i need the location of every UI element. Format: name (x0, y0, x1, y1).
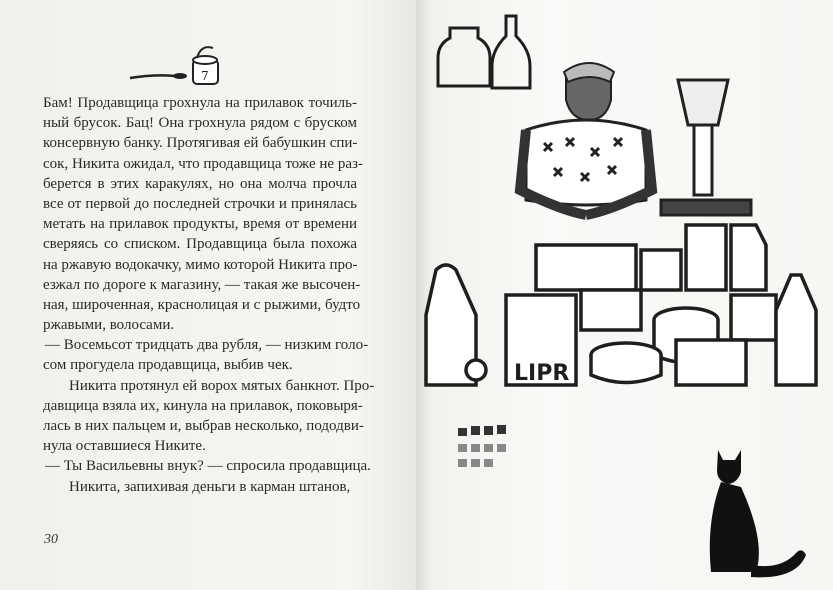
text-line: — Восемьсот тридцать два рубля, — низким голо- (45, 337, 369, 354)
spoon-and-can-illustration (125, 40, 225, 90)
text-line: давщица взяла их, кинула на прилавок, поковыря- (43, 397, 363, 414)
text-line: на ржавую водокачку, мимо которой Никита про- (43, 256, 358, 273)
right-page-illustration (416, 0, 833, 590)
scale-icon (661, 80, 751, 215)
squares-icon (458, 425, 506, 467)
jars-icon (438, 16, 530, 88)
page-number: 30 (44, 532, 58, 547)
text-line: ная, широченная, краснолицая и с рыжими, будто (43, 296, 361, 313)
text-line: Никита протянул ей ворох мятых банкнот. Про- (69, 377, 375, 394)
body-text (43, 93, 375, 497)
text-line: берется в этих каракулях, но она молча прочла (43, 175, 357, 192)
text-line: Никита, запихивая деньги в карман штанов, (69, 478, 351, 495)
text-line: лась в них пальцем и, выбрав несколько, пододви- (43, 418, 364, 434)
shopkeeper-figure (520, 63, 652, 215)
text-line: Бам! Продавщица грохнула на прилавок точиль- (43, 95, 357, 111)
text-line: консервную банку. Протягивая ей бабушкин спи- (43, 135, 358, 152)
text-line: все от первой до последней строчки и принялась (43, 195, 357, 212)
products-pile (426, 225, 816, 385)
text-line: метать на прилавок продукты, время от времени (43, 216, 357, 233)
shop-illustration (416, 0, 833, 590)
text-line: ржавыми, волосами. (43, 317, 175, 334)
text-line: сверяясь со списком. Продавщица была похожа (43, 236, 357, 253)
text-line: — Ты Васильевны внук? — спросила продавщица. (45, 458, 371, 475)
text-line: нула оставшиеся Никите. (43, 438, 206, 455)
box-label: LIPR (514, 361, 570, 386)
text-line: ный брусок. Бац! Она грохнула рядом с бруском (43, 115, 357, 132)
left-page (0, 0, 416, 590)
can-label: 7 (201, 69, 209, 83)
text-line: сом прогудела продавщица, выбив чек. (43, 357, 293, 374)
text-line: езжал по дороге к магазину, — такая же высочен- (43, 276, 361, 293)
text-line: сок, Никита ожидал, что продавщица тоже не раз- (43, 155, 363, 172)
cat-icon (710, 450, 806, 577)
